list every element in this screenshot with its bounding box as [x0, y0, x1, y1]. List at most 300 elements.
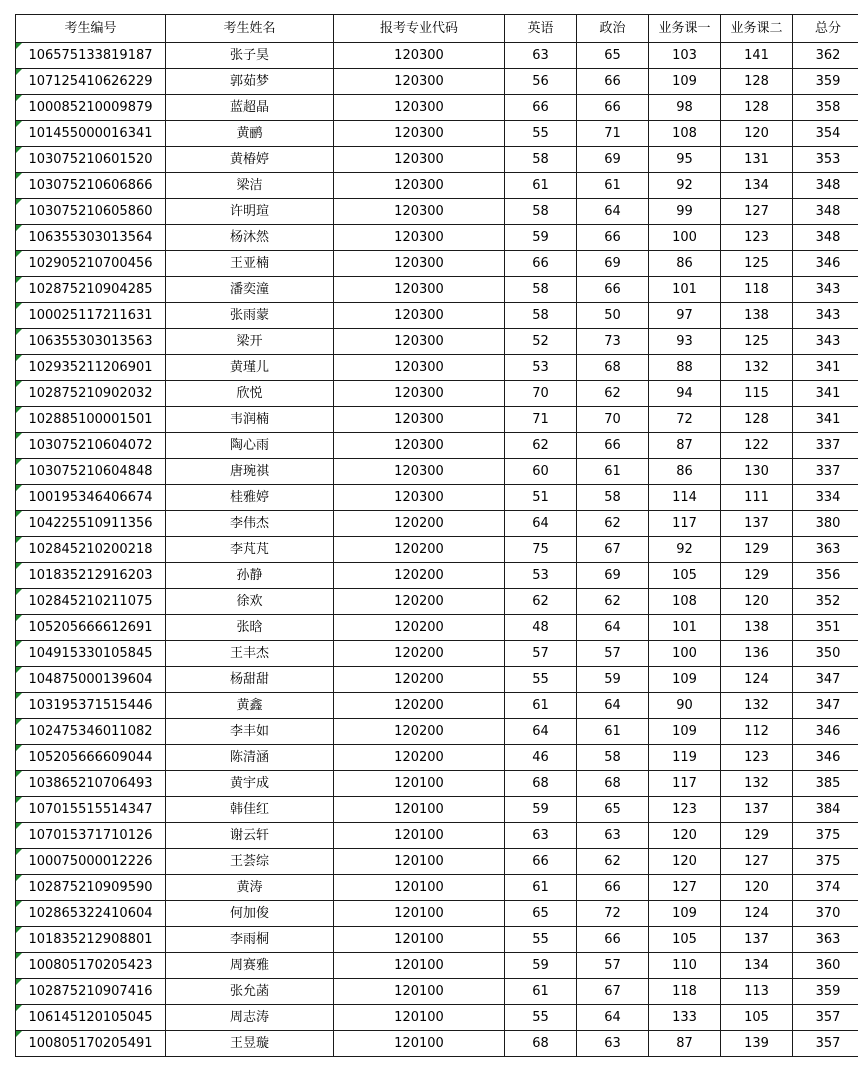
politics-score-cell: 66: [577, 225, 649, 251]
table-row: [16, 927, 858, 953]
total-score-cell: 350: [793, 641, 858, 667]
candidate-id-cell: 100805170205491: [16, 1031, 166, 1057]
total-score-cell: 385: [793, 771, 858, 797]
politics-score-cell: 64: [577, 1005, 649, 1031]
english-score-cell: 57: [505, 641, 577, 667]
major-code-cell: 120300: [334, 407, 505, 433]
course-two-score-cell: 129: [721, 537, 793, 563]
course-two-score-cell: 115: [721, 381, 793, 407]
table-row: [16, 979, 858, 1005]
header-candidate-id: 考生编号: [16, 15, 166, 43]
candidate-name-cell: 唐琬祺: [166, 459, 334, 485]
header-course-two: 业务课二: [721, 15, 793, 43]
table-row: [16, 251, 858, 277]
table-row: [16, 329, 858, 355]
course-two-score-cell: 113: [721, 979, 793, 1005]
candidate-name-cell: 韦润楠: [166, 407, 334, 433]
table-row: [16, 355, 858, 381]
total-score-cell: 353: [793, 147, 858, 173]
candidate-id-cell: 102475346011082: [16, 719, 166, 745]
candidate-name-cell: 欣悦: [166, 381, 334, 407]
total-score-cell: 352: [793, 589, 858, 615]
table-row: [16, 771, 858, 797]
major-code-cell: 120200: [334, 563, 505, 589]
table-row: [16, 199, 858, 225]
total-score-cell: 351: [793, 615, 858, 641]
candidate-name-cell: 黄鑫: [166, 693, 334, 719]
course-two-score-cell: 112: [721, 719, 793, 745]
politics-score-cell: 58: [577, 485, 649, 511]
politics-score-cell: 62: [577, 849, 649, 875]
total-score-cell: 357: [793, 1031, 858, 1057]
candidate-id-cell: 102935211206901: [16, 355, 166, 381]
total-score-cell: 343: [793, 303, 858, 329]
politics-score-cell: 57: [577, 641, 649, 667]
table-row: [16, 563, 858, 589]
major-code-cell: 120100: [334, 927, 505, 953]
candidate-name-cell: 张子昊: [166, 43, 334, 69]
politics-score-cell: 68: [577, 771, 649, 797]
major-code-cell: 120100: [334, 797, 505, 823]
candidate-id-cell: 100805170205423: [16, 953, 166, 979]
total-score-cell: 343: [793, 329, 858, 355]
major-code-cell: 120200: [334, 641, 505, 667]
politics-score-cell: 65: [577, 797, 649, 823]
candidate-name-cell: 李雨桐: [166, 927, 334, 953]
course-one-score-cell: 117: [649, 511, 721, 537]
header-candidate-name: 考生姓名: [166, 15, 334, 43]
candidate-id-cell: 102865322410604: [16, 901, 166, 927]
total-score-cell: 337: [793, 459, 858, 485]
table-row: [16, 875, 858, 901]
candidate-name-cell: 张雨蒙: [166, 303, 334, 329]
course-one-score-cell: 119: [649, 745, 721, 771]
english-score-cell: 55: [505, 1005, 577, 1031]
table-row: [16, 433, 858, 459]
english-score-cell: 61: [505, 173, 577, 199]
candidate-name-cell: 陶心雨: [166, 433, 334, 459]
total-score-cell: 362: [793, 43, 858, 69]
course-two-score-cell: 124: [721, 901, 793, 927]
course-one-score-cell: 110: [649, 953, 721, 979]
major-code-cell: 120100: [334, 849, 505, 875]
table-row: [16, 381, 858, 407]
course-one-score-cell: 103: [649, 43, 721, 69]
total-score-cell: 346: [793, 251, 858, 277]
politics-score-cell: 66: [577, 95, 649, 121]
course-two-score-cell: 132: [721, 693, 793, 719]
total-score-cell: 363: [793, 927, 858, 953]
course-two-score-cell: 125: [721, 329, 793, 355]
candidate-name-cell: 黄鹂: [166, 121, 334, 147]
course-two-score-cell: 132: [721, 355, 793, 381]
table-row: [16, 407, 858, 433]
english-score-cell: 53: [505, 563, 577, 589]
politics-score-cell: 66: [577, 277, 649, 303]
major-code-cell: 120100: [334, 953, 505, 979]
politics-score-cell: 69: [577, 147, 649, 173]
candidate-name-cell: 张允菡: [166, 979, 334, 1005]
english-score-cell: 63: [505, 43, 577, 69]
course-one-score-cell: 87: [649, 1031, 721, 1057]
major-code-cell: 120300: [334, 147, 505, 173]
total-score-cell: 360: [793, 953, 858, 979]
politics-score-cell: 67: [577, 537, 649, 563]
course-one-score-cell: 97: [649, 303, 721, 329]
english-score-cell: 62: [505, 589, 577, 615]
politics-score-cell: 69: [577, 251, 649, 277]
total-score-cell: 370: [793, 901, 858, 927]
english-score-cell: 55: [505, 667, 577, 693]
candidate-id-cell: 102875210907416: [16, 979, 166, 1005]
candidate-id-cell: 101835212916203: [16, 563, 166, 589]
politics-score-cell: 64: [577, 615, 649, 641]
candidate-id-cell: 105205666609044: [16, 745, 166, 771]
total-score-cell: 363: [793, 537, 858, 563]
english-score-cell: 70: [505, 381, 577, 407]
major-code-cell: 120200: [334, 615, 505, 641]
table-row: [16, 823, 858, 849]
english-score-cell: 55: [505, 121, 577, 147]
candidate-id-cell: 104875000139604: [16, 667, 166, 693]
candidate-name-cell: 徐欢: [166, 589, 334, 615]
candidate-id-cell: 102845210211075: [16, 589, 166, 615]
politics-score-cell: 63: [577, 1031, 649, 1057]
major-code-cell: 120300: [334, 43, 505, 69]
total-score-cell: 343: [793, 277, 858, 303]
major-code-cell: 120300: [334, 433, 505, 459]
candidate-id-cell: 102905210700456: [16, 251, 166, 277]
candidate-id-cell: 102845210200218: [16, 537, 166, 563]
candidate-name-cell: 王昱璇: [166, 1031, 334, 1057]
total-score-cell: 346: [793, 719, 858, 745]
major-code-cell: 120100: [334, 1005, 505, 1031]
english-score-cell: 63: [505, 823, 577, 849]
course-one-score-cell: 109: [649, 69, 721, 95]
candidate-id-cell: 101455000016341: [16, 121, 166, 147]
candidate-id-cell: 100195346406674: [16, 485, 166, 511]
candidate-id-cell: 106355303013564: [16, 225, 166, 251]
major-code-cell: 120100: [334, 771, 505, 797]
table-row: [16, 511, 858, 537]
course-two-score-cell: 138: [721, 615, 793, 641]
candidate-name-cell: 李芃芃: [166, 537, 334, 563]
english-score-cell: 58: [505, 303, 577, 329]
course-one-score-cell: 100: [649, 225, 721, 251]
candidate-id-cell: 106355303013563: [16, 329, 166, 355]
course-two-score-cell: 134: [721, 953, 793, 979]
major-code-cell: 120300: [334, 225, 505, 251]
candidate-id-cell: 103075210601520: [16, 147, 166, 173]
candidate-name-cell: 李丰如: [166, 719, 334, 745]
course-two-score-cell: 122: [721, 433, 793, 459]
english-score-cell: 58: [505, 147, 577, 173]
english-score-cell: 58: [505, 277, 577, 303]
course-two-score-cell: 129: [721, 823, 793, 849]
course-one-score-cell: 123: [649, 797, 721, 823]
course-two-score-cell: 132: [721, 771, 793, 797]
course-one-score-cell: 101: [649, 277, 721, 303]
politics-score-cell: 59: [577, 667, 649, 693]
candidate-name-cell: 蓝超晶: [166, 95, 334, 121]
candidate-name-cell: 陈清涵: [166, 745, 334, 771]
candidate-id-cell: 106575133819187: [16, 43, 166, 69]
course-one-score-cell: 108: [649, 121, 721, 147]
table-row: [16, 121, 858, 147]
course-one-score-cell: 109: [649, 719, 721, 745]
candidate-id-cell: 103075210604072: [16, 433, 166, 459]
course-two-score-cell: 137: [721, 797, 793, 823]
candidate-id-cell: 106145120105045: [16, 1005, 166, 1031]
course-one-score-cell: 109: [649, 667, 721, 693]
course-one-score-cell: 133: [649, 1005, 721, 1031]
course-one-score-cell: 109: [649, 901, 721, 927]
english-score-cell: 60: [505, 459, 577, 485]
course-two-score-cell: 123: [721, 745, 793, 771]
candidate-name-cell: 周志涛: [166, 1005, 334, 1031]
total-score-cell: 341: [793, 407, 858, 433]
total-score-cell: 359: [793, 979, 858, 1005]
politics-score-cell: 66: [577, 69, 649, 95]
course-two-score-cell: 120: [721, 589, 793, 615]
politics-score-cell: 57: [577, 953, 649, 979]
major-code-cell: 120200: [334, 667, 505, 693]
course-one-score-cell: 88: [649, 355, 721, 381]
table-row: [16, 1005, 858, 1031]
english-score-cell: 48: [505, 615, 577, 641]
major-code-cell: 120200: [334, 511, 505, 537]
english-score-cell: 68: [505, 1031, 577, 1057]
candidate-id-cell: 103195371515446: [16, 693, 166, 719]
table-row: [16, 147, 858, 173]
major-code-cell: 120300: [334, 69, 505, 95]
course-two-score-cell: 123: [721, 225, 793, 251]
candidate-name-cell: 许明瑄: [166, 199, 334, 225]
total-score-cell: 348: [793, 173, 858, 199]
candidate-id-cell: 104225510911356: [16, 511, 166, 537]
total-score-cell: 375: [793, 849, 858, 875]
english-score-cell: 59: [505, 953, 577, 979]
course-two-score-cell: 124: [721, 667, 793, 693]
total-score-cell: 347: [793, 667, 858, 693]
candidate-id-cell: 102875210904285: [16, 277, 166, 303]
candidate-name-cell: 黄椿婷: [166, 147, 334, 173]
total-score-cell: 346: [793, 745, 858, 771]
table-row: [16, 797, 858, 823]
course-two-score-cell: 128: [721, 69, 793, 95]
english-score-cell: 55: [505, 927, 577, 953]
candidate-id-cell: 102875210909590: [16, 875, 166, 901]
candidate-id-cell: 103075210605860: [16, 199, 166, 225]
major-code-cell: 120200: [334, 693, 505, 719]
candidate-id-cell: 100085210009879: [16, 95, 166, 121]
candidate-name-cell: 黄涛: [166, 875, 334, 901]
course-two-score-cell: 137: [721, 511, 793, 537]
english-score-cell: 52: [505, 329, 577, 355]
major-code-cell: 120200: [334, 745, 505, 771]
candidate-name-cell: 周赛雅: [166, 953, 334, 979]
candidate-id-cell: 105205666612691: [16, 615, 166, 641]
table-row: [16, 537, 858, 563]
english-score-cell: 53: [505, 355, 577, 381]
politics-score-cell: 61: [577, 719, 649, 745]
politics-score-cell: 50: [577, 303, 649, 329]
table-row: [16, 953, 858, 979]
course-one-score-cell: 120: [649, 823, 721, 849]
politics-score-cell: 71: [577, 121, 649, 147]
candidate-id-cell: 102885100001501: [16, 407, 166, 433]
major-code-cell: 120300: [334, 199, 505, 225]
politics-score-cell: 65: [577, 43, 649, 69]
candidate-id-cell: 107015371710126: [16, 823, 166, 849]
candidate-id-cell: 100025117211631: [16, 303, 166, 329]
candidate-id-cell: 104915330105845: [16, 641, 166, 667]
candidate-id-cell: 103075210606866: [16, 173, 166, 199]
english-score-cell: 66: [505, 251, 577, 277]
candidate-name-cell: 王荟综: [166, 849, 334, 875]
english-score-cell: 64: [505, 511, 577, 537]
header-politics: 政治: [577, 15, 649, 43]
candidate-id-cell: 102875210902032: [16, 381, 166, 407]
table-row: [16, 719, 858, 745]
total-score-cell: 357: [793, 1005, 858, 1031]
table-row: [16, 641, 858, 667]
candidate-id-cell: 107125410626229: [16, 69, 166, 95]
politics-score-cell: 62: [577, 511, 649, 537]
candidate-name-cell: 梁开: [166, 329, 334, 355]
politics-score-cell: 72: [577, 901, 649, 927]
major-code-cell: 120100: [334, 979, 505, 1005]
course-two-score-cell: 111: [721, 485, 793, 511]
course-two-score-cell: 130: [721, 459, 793, 485]
header-course-one: 业务课一: [649, 15, 721, 43]
total-score-cell: 347: [793, 693, 858, 719]
english-score-cell: 46: [505, 745, 577, 771]
candidate-name-cell: 黄瑾儿: [166, 355, 334, 381]
total-score-cell: 375: [793, 823, 858, 849]
course-one-score-cell: 99: [649, 199, 721, 225]
table-row: [16, 43, 858, 69]
course-one-score-cell: 94: [649, 381, 721, 407]
table-row: [16, 745, 858, 771]
table-row: [16, 277, 858, 303]
course-one-score-cell: 101: [649, 615, 721, 641]
politics-score-cell: 66: [577, 433, 649, 459]
table-row: [16, 589, 858, 615]
score-table: [15, 14, 858, 1057]
course-one-score-cell: 87: [649, 433, 721, 459]
table-row: [16, 225, 858, 251]
politics-score-cell: 58: [577, 745, 649, 771]
major-code-cell: 120300: [334, 485, 505, 511]
course-two-score-cell: 137: [721, 927, 793, 953]
course-two-score-cell: 120: [721, 875, 793, 901]
candidate-id-cell: 103865210706493: [16, 771, 166, 797]
candidate-name-cell: 杨甜甜: [166, 667, 334, 693]
major-code-cell: 120200: [334, 589, 505, 615]
total-score-cell: 358: [793, 95, 858, 121]
course-two-score-cell: 136: [721, 641, 793, 667]
english-score-cell: 66: [505, 95, 577, 121]
table-row: [16, 69, 858, 95]
politics-score-cell: 66: [577, 927, 649, 953]
candidate-name-cell: 梁洁: [166, 173, 334, 199]
politics-score-cell: 62: [577, 381, 649, 407]
major-code-cell: 120300: [334, 329, 505, 355]
header-row: [16, 15, 858, 43]
course-two-score-cell: 125: [721, 251, 793, 277]
english-score-cell: 59: [505, 797, 577, 823]
english-score-cell: 66: [505, 849, 577, 875]
politics-score-cell: 61: [577, 459, 649, 485]
total-score-cell: 359: [793, 69, 858, 95]
course-one-score-cell: 117: [649, 771, 721, 797]
total-score-cell: 334: [793, 485, 858, 511]
candidate-name-cell: 韩佳红: [166, 797, 334, 823]
table-row: [16, 459, 858, 485]
course-two-score-cell: 131: [721, 147, 793, 173]
candidate-name-cell: 郭茹梦: [166, 69, 334, 95]
english-score-cell: 71: [505, 407, 577, 433]
major-code-cell: 120300: [334, 355, 505, 381]
major-code-cell: 120300: [334, 173, 505, 199]
course-two-score-cell: 128: [721, 407, 793, 433]
major-code-cell: 120100: [334, 875, 505, 901]
candidate-name-cell: 黄宇成: [166, 771, 334, 797]
english-score-cell: 64: [505, 719, 577, 745]
course-two-score-cell: 138: [721, 303, 793, 329]
course-two-score-cell: 105: [721, 1005, 793, 1031]
candidate-id-cell: 101835212908801: [16, 927, 166, 953]
politics-score-cell: 70: [577, 407, 649, 433]
politics-score-cell: 64: [577, 693, 649, 719]
english-score-cell: 75: [505, 537, 577, 563]
course-two-score-cell: 120: [721, 121, 793, 147]
course-one-score-cell: 98: [649, 95, 721, 121]
total-score-cell: 341: [793, 355, 858, 381]
course-one-score-cell: 114: [649, 485, 721, 511]
candidate-name-cell: 王亚楠: [166, 251, 334, 277]
candidate-name-cell: 何加俊: [166, 901, 334, 927]
major-code-cell: 120300: [334, 381, 505, 407]
politics-score-cell: 64: [577, 199, 649, 225]
major-code-cell: 120100: [334, 823, 505, 849]
english-score-cell: 62: [505, 433, 577, 459]
politics-score-cell: 62: [577, 589, 649, 615]
total-score-cell: 380: [793, 511, 858, 537]
politics-score-cell: 61: [577, 173, 649, 199]
english-score-cell: 59: [505, 225, 577, 251]
english-score-cell: 56: [505, 69, 577, 95]
course-one-score-cell: 105: [649, 927, 721, 953]
course-one-score-cell: 105: [649, 563, 721, 589]
course-two-score-cell: 129: [721, 563, 793, 589]
table-row: [16, 95, 858, 121]
total-score-cell: 341: [793, 381, 858, 407]
total-score-cell: 384: [793, 797, 858, 823]
english-score-cell: 51: [505, 485, 577, 511]
politics-score-cell: 66: [577, 875, 649, 901]
course-two-score-cell: 127: [721, 199, 793, 225]
total-score-cell: 374: [793, 875, 858, 901]
candidate-name-cell: 谢云轩: [166, 823, 334, 849]
table-row: [16, 693, 858, 719]
politics-score-cell: 67: [577, 979, 649, 1005]
major-code-cell: 120100: [334, 901, 505, 927]
english-score-cell: 61: [505, 875, 577, 901]
course-one-score-cell: 86: [649, 459, 721, 485]
table-row: [16, 667, 858, 693]
